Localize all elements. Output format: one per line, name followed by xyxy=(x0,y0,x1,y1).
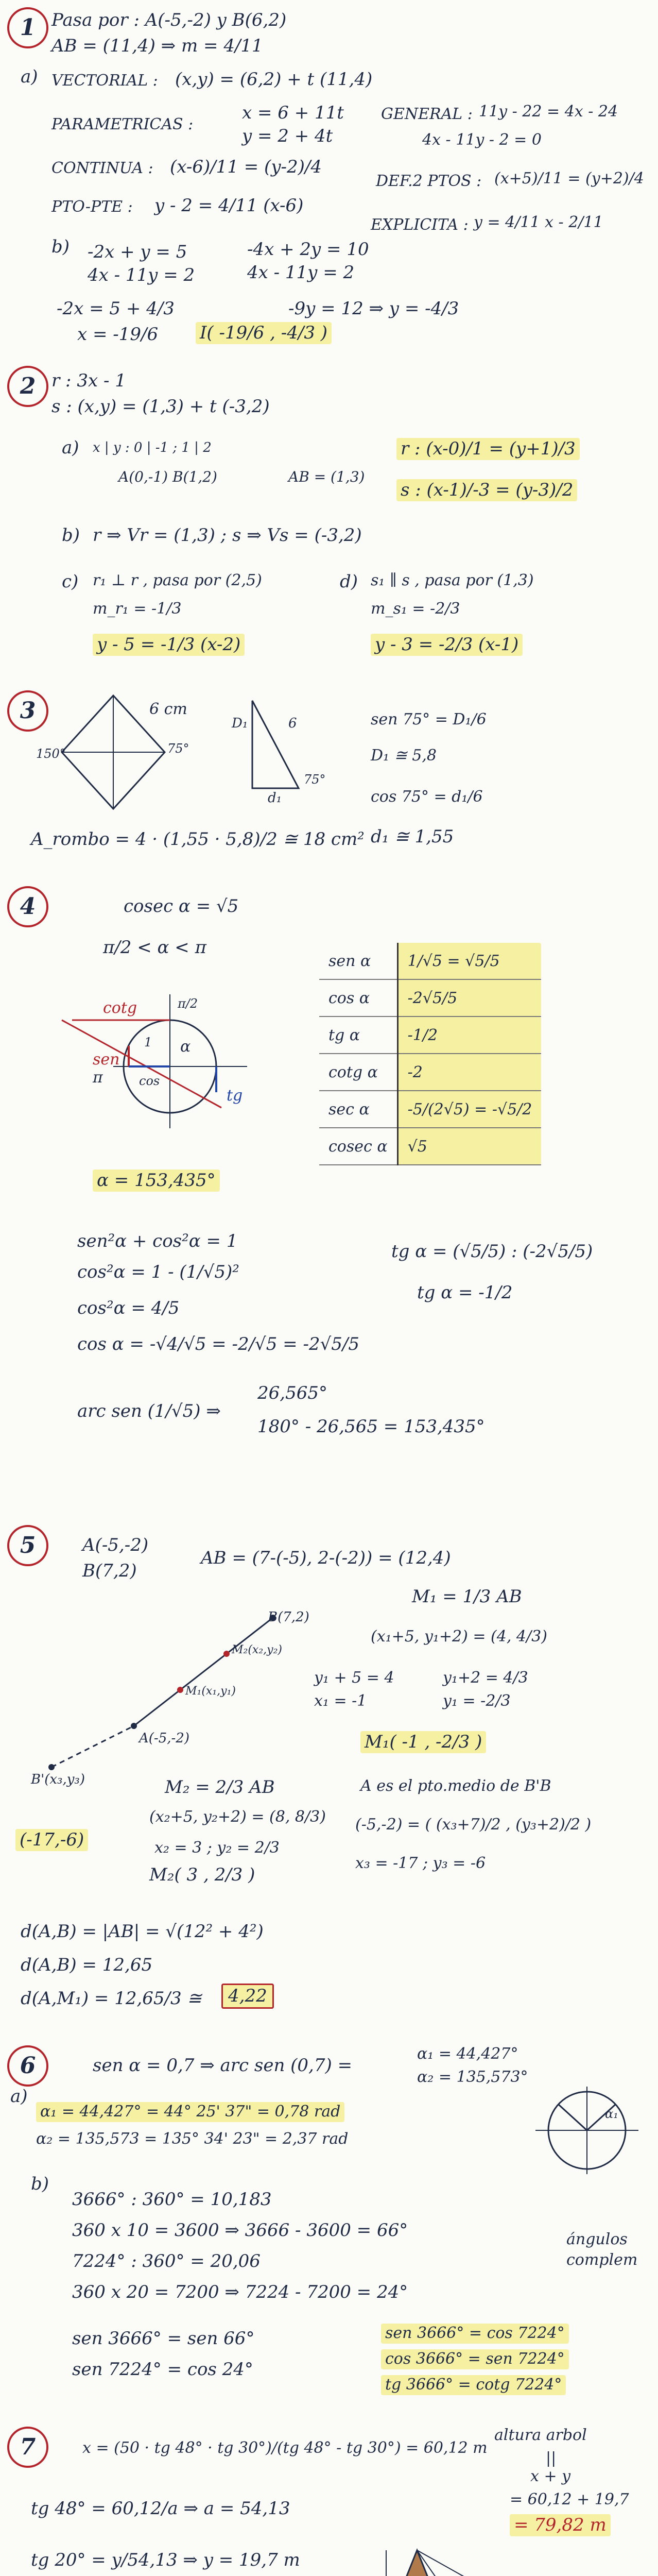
step-b2: 360 x 10 = 3600 ⇒ 3666 - 3600 = 66° xyxy=(72,2220,408,2241)
point-b: B(7,2) xyxy=(82,1561,137,1581)
m1-step: y₁+2 = 4/3 xyxy=(443,1669,528,1687)
section-number: 1 xyxy=(7,7,48,48)
pi-label: π xyxy=(93,1069,103,1087)
trig-value: -2 xyxy=(397,1054,541,1091)
label-b: B(7,2) xyxy=(268,1609,309,1625)
direction-vectors: r ⇒ Vr = (1,3) ; s ⇒ Vs = (-3,2) xyxy=(93,525,362,546)
result-3: tg 3666° = cotg 7224° xyxy=(381,2375,566,2395)
tangent-1: tg α = (√5/5) : (-2√5/5) xyxy=(391,1241,593,1262)
part-label: b) xyxy=(62,525,80,546)
eq-explicita: y = 4/11 x - 2/11 xyxy=(474,213,603,231)
trig-table-row xyxy=(319,1091,541,1128)
height-sum: = 60,12 + 19,7 xyxy=(510,2490,629,2509)
m2-result: M₂( 3 , 2/3 ) xyxy=(149,1865,255,1885)
distance-3: d(A,M₁) = 12,65/3 ≅ xyxy=(21,1988,202,2009)
trig-value: √5 xyxy=(397,1128,541,1165)
eq-general-1: 11y - 22 = 4x - 24 xyxy=(479,103,618,121)
section-number: 4 xyxy=(7,886,48,927)
given-points: Pasa por : A(-5,-2) y B(6,2) xyxy=(51,10,287,30)
cotg-label: cotg xyxy=(103,999,137,1017)
label-parametric: PARAMETRICAS : xyxy=(51,115,194,133)
tree-diagram xyxy=(381,2545,649,2576)
section-4 xyxy=(0,881,658,1520)
part-label: a) xyxy=(21,66,38,87)
line-s: s : (x,y) = (1,3) + t (-3,2) xyxy=(51,396,270,417)
b-prime-result: (-17,-6) xyxy=(15,1829,88,1851)
trig-value: 1/√5 = √5/5 xyxy=(397,943,541,979)
identity-2: cos²α = 1 - (1/√5)² xyxy=(77,1262,239,1282)
cos-label: cos xyxy=(139,1074,160,1088)
part-label: b) xyxy=(51,236,70,257)
section-5-distances xyxy=(0,1917,658,2030)
angle-circle-diagram xyxy=(535,2087,638,2174)
system-eq-5: -9y = 12 ⇒ y = -4/3 xyxy=(288,298,459,319)
trig-value: -5/(2√5) = -√5/2 xyxy=(397,1091,541,1128)
side-label: 6 cm xyxy=(149,700,187,718)
arcsin-step: arc sen (1/√5) ⇒ xyxy=(77,1401,221,1421)
vector-ab: AB = (11,4) ⇒ m = 4/11 xyxy=(51,36,263,56)
vector-ab: AB = (7-(-5), 2-(-2)) = (12,4) xyxy=(201,1548,451,1568)
section-number: 6 xyxy=(7,2045,48,2087)
trig-function: sen α xyxy=(319,943,397,979)
sen-label: sen xyxy=(93,1050,120,1069)
m1-step: y₁ = -2/3 xyxy=(443,1692,511,1710)
intersection-result: I( -19/6 , -4/3 ) xyxy=(196,322,332,344)
system-eq-3: -4x + 2y = 10 xyxy=(247,239,369,260)
angle-label: 75° xyxy=(304,772,326,787)
cosec-given: cosec α = √5 xyxy=(124,896,239,917)
eq-parametric-2: y = 2 + 4t xyxy=(242,126,333,146)
arcsin-intro: sen α = 0,7 ⇒ arc sen (0,7) = xyxy=(93,2055,353,2076)
alpha-label: α xyxy=(180,1038,191,1056)
parallel-slope: m_s₁ = -2/3 xyxy=(371,600,460,618)
alpha2: α₂ = 135,573° xyxy=(417,2068,528,2086)
line-r: r : 3x - 1 xyxy=(51,370,126,391)
height-sum-label: x + y xyxy=(530,2467,571,2485)
part-label: c) xyxy=(62,571,79,592)
section-number: 3 xyxy=(7,690,48,732)
section-7 xyxy=(0,2421,658,2576)
section-number: 2 xyxy=(7,366,48,407)
identity-3: cos²α = 4/5 xyxy=(77,1298,180,1318)
label-general: GENERAL : xyxy=(381,105,473,123)
section-1 xyxy=(0,0,658,350)
trig-table-row xyxy=(319,1054,541,1091)
step-b5: sen 3666° = sen 66° xyxy=(72,2328,255,2349)
D1-value: D₁ ≅ 5,8 xyxy=(371,747,437,765)
unit-circle-diagram xyxy=(51,974,278,1149)
distance-1: d(A,B) = |AB| = √(12² + 4²) xyxy=(21,1921,264,1942)
arcsin-value-2: 180° - 26,565 = 153,435° xyxy=(257,1416,485,1437)
result-1: sen 3666° = cos 7224° xyxy=(381,2324,569,2344)
midpoint-solution: x₃ = -17 ; y₃ = -6 xyxy=(355,1854,486,1872)
trig-function: tg α xyxy=(319,1016,397,1054)
part-label: d) xyxy=(340,571,358,592)
angle-label: 75° xyxy=(167,741,189,756)
system-eq-4: 4x - 11y = 2 xyxy=(247,262,355,283)
m1-def: M₁ = 1/3 AB xyxy=(412,1586,522,1607)
label-m1: M₁(x₁,y₁) xyxy=(185,1685,236,1698)
trig-table xyxy=(319,943,541,1165)
tg20-eq: tg 20° = y/54,13 ⇒ y = 19,7 m xyxy=(31,2550,300,2570)
angle-range: π/2 < α < π xyxy=(103,937,206,958)
area-result: A_rombo = 4 · (1,55 · 5,8)/2 ≅ 18 cm² xyxy=(31,829,365,850)
identity-1: sen²α + cos²α = 1 xyxy=(77,1231,238,1251)
result-2: cos 3666° = sen 7224° xyxy=(381,2349,569,2369)
label-a: A(-5,-2) xyxy=(139,1731,189,1746)
tg-label: tg xyxy=(227,1087,243,1105)
part-label: a) xyxy=(10,2086,28,2107)
eq-r-continua: r : (x-0)/1 = (y+1)/3 xyxy=(396,438,580,460)
label-dos-puntos: DEF.2 PTOS : xyxy=(376,172,482,190)
conversion-1: α₁ = 44,427° = 44° 25' 37" = 0,78 rad xyxy=(36,2102,344,2122)
section-6 xyxy=(0,2040,658,2416)
label-explicita: EXPLICITA : xyxy=(371,216,469,234)
diagonal-label: D₁ xyxy=(232,716,248,731)
label-vectorial: VECTORIAL : xyxy=(51,72,158,90)
perp-result: y - 5 = -1/3 (x-2) xyxy=(93,634,245,656)
step-b4: 360 x 20 = 7200 ⇒ 7224 - 7200 = 24° xyxy=(72,2282,408,2302)
label-punto-pendiente: PTO-PTE : xyxy=(51,198,133,216)
eq-general-2: 4x - 11y - 2 = 0 xyxy=(422,131,542,149)
trig-value: -1/2 xyxy=(397,1016,541,1054)
eq-continua: (x-6)/11 = (y-2)/4 xyxy=(170,157,322,177)
distance-result: 4,22 xyxy=(221,1984,274,2009)
trig-function: cos α xyxy=(319,979,397,1016)
alpha1: α₁ = 44,427° xyxy=(417,2045,518,2063)
x-formula: x = (50 · tg 48° · tg 30°)/(tg 48° - tg 30°) = 60,12 m xyxy=(82,2439,488,2457)
eq-vectorial: (x,y) = (6,2) + t (11,4) xyxy=(175,69,373,90)
height-title: altura arbol xyxy=(494,2426,587,2444)
value-table: x | y : 0 | -1 ; 1 | 2 xyxy=(93,440,212,455)
m1-result: M₁( -1 , -2/3 ) xyxy=(360,1731,486,1753)
solution-x: x = -19/6 xyxy=(77,324,159,345)
point-a: A(-5,-2) xyxy=(82,1535,149,1555)
section-number: 7 xyxy=(7,2427,48,2468)
trig-function: cotg α xyxy=(319,1054,397,1091)
midpoint-text: A es el pto.medio de B'B xyxy=(360,1777,551,1795)
eq-dos-puntos: (x+5)/11 = (y+2)/4 xyxy=(494,170,644,188)
identity-4: cos α = -√4/√5 = -2/√5 = -2√5/5 xyxy=(77,1334,359,1354)
m2-calc: (x₂+5, y₂+2) = (8, 8/3) xyxy=(149,1808,326,1826)
step-b3: 7224° : 360° = 20,06 xyxy=(72,2251,261,2272)
angle-label: 150° xyxy=(36,747,66,761)
trig-table-row xyxy=(319,1016,541,1054)
m2-def: M₂ = 2/3 AB xyxy=(165,1777,275,1798)
radius-label: 1 xyxy=(144,1035,152,1049)
midpoint-eq: (-5,-2) = ( (x₃+7)/2 , (y₃+2)/2 ) xyxy=(355,1816,592,1834)
parallel-result: y - 3 = -2/3 (x-1) xyxy=(371,634,523,656)
eq-s-continua: s : (x-1)/-3 = (y-3)/2 xyxy=(396,479,577,501)
tangent-2: tg α = -1/2 xyxy=(417,1282,513,1303)
trig-table-row xyxy=(319,1128,541,1165)
segment-diagram xyxy=(46,1607,283,1772)
label-continua: CONTINUA : xyxy=(51,159,153,177)
arcsin-value-1: 26,565° xyxy=(257,1383,327,1403)
equals-mark: || xyxy=(546,2449,557,2467)
d1-value: d₁ ≅ 1,55 xyxy=(371,826,454,847)
solution-step: -2x = 5 + 4/3 xyxy=(57,298,175,319)
trig-table-row xyxy=(319,979,541,1016)
part-label: a) xyxy=(62,437,79,458)
perp-slope: m_r₁ = -1/3 xyxy=(93,600,182,618)
tg48-eq: tg 48° = 60,12/a ⇒ a = 54,13 xyxy=(31,2498,290,2519)
trig-function: sec α xyxy=(319,1091,397,1128)
hyp-label: 6 xyxy=(288,716,297,731)
m2-step: x₂ = 3 ; y₂ = 2/3 xyxy=(154,1839,280,1857)
points-ab: A(0,-1) B(1,2) xyxy=(118,468,217,485)
parallel-condition: s₁ ∥ s , pasa por (1,3) xyxy=(371,571,534,589)
system-eq-1: -2x + y = 5 xyxy=(88,242,187,262)
conversion-2: α₂ = 135,573 = 135° 34' 23" = 2,37 rad xyxy=(36,2130,349,2148)
section-3 xyxy=(0,685,658,876)
circle-angle-label: α₁ xyxy=(605,2107,618,2121)
m1-step: y₁ + 5 = 4 xyxy=(314,1669,394,1687)
diagonal-label: d₁ xyxy=(268,790,282,806)
distance-2: d(A,B) = 12,65 xyxy=(21,1955,153,1975)
complementary-label: complem xyxy=(566,2251,638,2269)
sin-eq: sen 75° = D₁/6 xyxy=(371,710,487,728)
section-number: 5 xyxy=(7,1525,48,1566)
eq-punto-pendiente: y - 2 = 4/11 (x-6) xyxy=(154,195,304,216)
step-b6: sen 7224° = cos 24° xyxy=(72,2359,253,2380)
system-eq-2: 4x - 11y = 2 xyxy=(88,265,195,285)
eq-parametric-1: x = 6 + 11t xyxy=(242,103,344,123)
complementary-label: ángulos xyxy=(566,2230,628,2248)
perp-condition: r₁ ⊥ r , pasa por (2,5) xyxy=(93,571,262,589)
cos-eq: cos 75° = d₁/6 xyxy=(371,788,483,806)
alpha-result: α = 153,435° xyxy=(93,1170,220,1192)
vector-ab: AB = (1,3) xyxy=(288,468,365,485)
section-5 xyxy=(0,1520,658,1942)
height-result: = 79,82 m xyxy=(510,2514,611,2536)
trig-value: -2√5/5 xyxy=(397,979,541,1016)
part-label: b) xyxy=(31,2174,49,2194)
m1-calc: (x₁+5, y₁+2) = (4, 4/3) xyxy=(371,1628,547,1646)
trig-table-row xyxy=(319,943,541,979)
trig-function: cosec α xyxy=(319,1128,397,1165)
label-m2: M₂(x₂,y₂) xyxy=(232,1643,282,1656)
section-2 xyxy=(0,361,658,680)
label-b-prime: B'(x₃,y₃) xyxy=(31,1772,85,1787)
pi-half-label: π/2 xyxy=(178,996,198,1011)
step-b1: 3666° : 360° = 10,183 xyxy=(72,2189,272,2210)
m1-step: x₁ = -1 xyxy=(314,1692,367,1710)
